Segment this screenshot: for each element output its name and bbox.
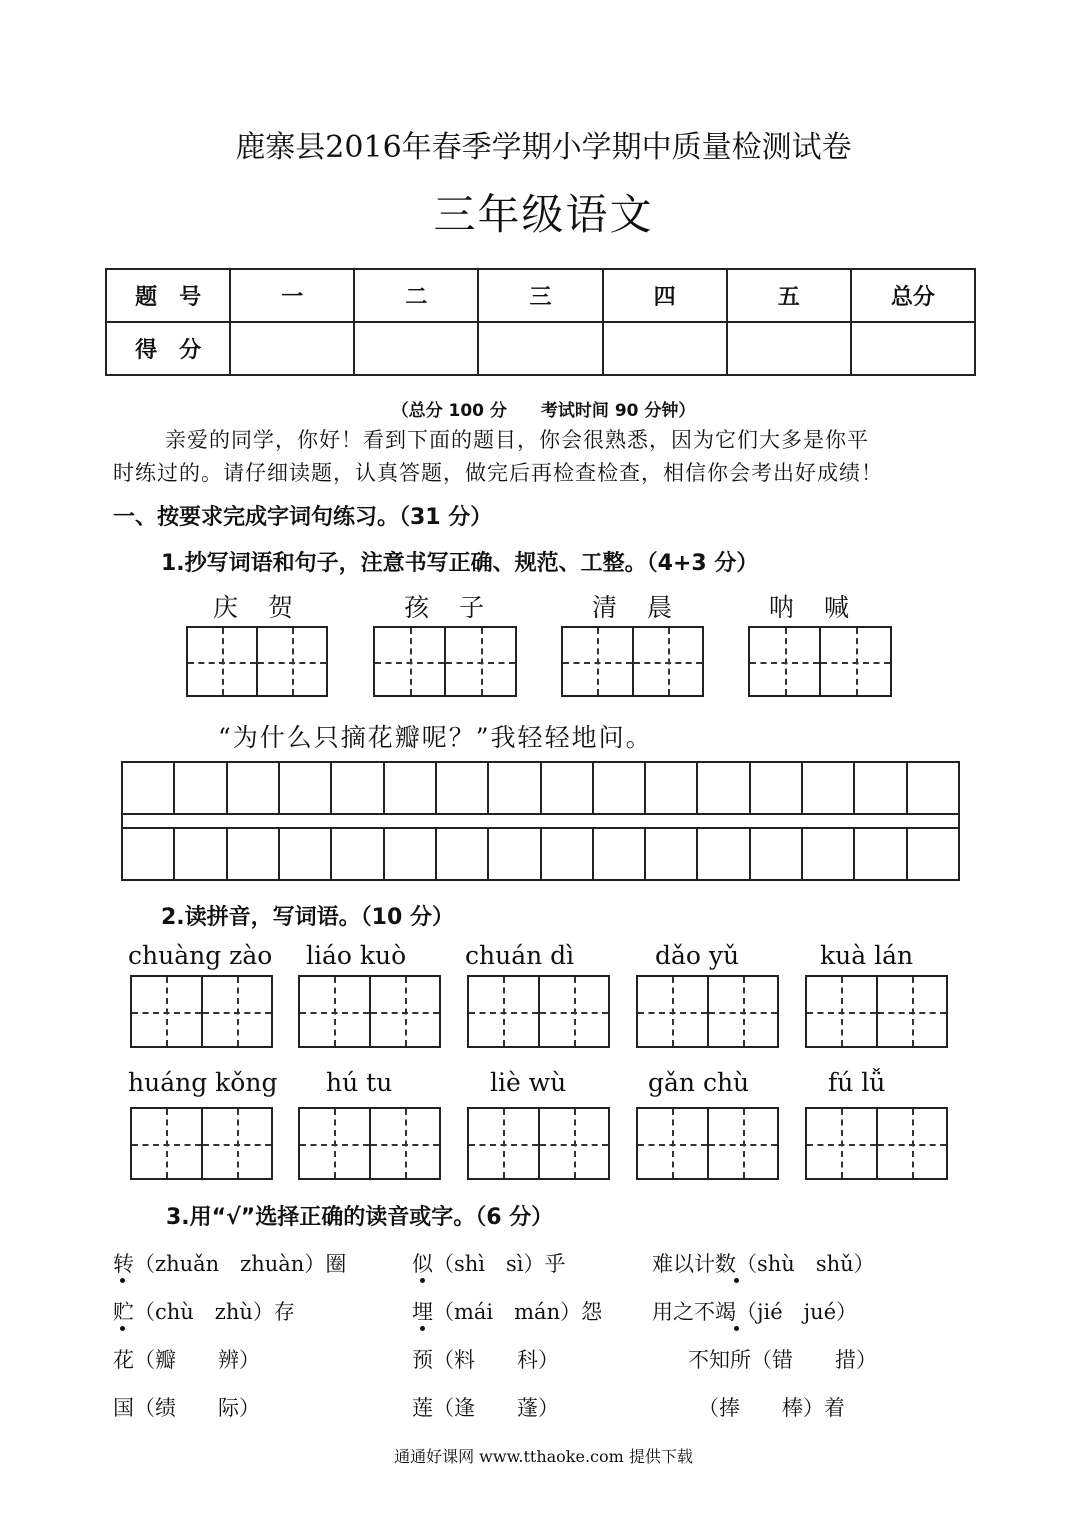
emphasis-dot [734, 1278, 739, 1283]
question-2-heading: 2.读拼音，写词语。（10 分） [161, 905, 454, 930]
choice-item[interactable]: 国（绩 际） [113, 1396, 260, 1420]
choice-item[interactable]: （捧 棒）着 [698, 1396, 845, 1420]
score-table-header-row [106, 269, 975, 322]
copy-sentence: “为什么只摘花瓣呢？”我轻轻地问。 [218, 723, 653, 752]
emphasis-dot [120, 1326, 125, 1331]
score-cell: 四 [603, 269, 727, 322]
score-input-cell[interactable] [851, 322, 975, 375]
pinyin-label: liáo kuò [306, 941, 407, 970]
emphasis-dot [120, 1278, 125, 1283]
emphasis-dot [734, 1326, 739, 1331]
writing-grid[interactable] [373, 626, 517, 697]
writing-grid[interactable] [636, 975, 779, 1048]
sentence-grid-row-1[interactable] [121, 761, 960, 815]
section-1-heading: 一、按要求完成字词句练习。（31 分） [113, 505, 493, 530]
pinyin-label: chuán dì [465, 941, 575, 970]
copy-word: 呐喊 [769, 593, 880, 622]
writing-grid[interactable] [298, 975, 441, 1048]
writing-grid[interactable] [298, 1107, 441, 1180]
pinyin-label: hú tu [326, 1068, 393, 1097]
subject-title: 三年级语文 [433, 190, 654, 239]
copy-word: 孩子 [404, 593, 515, 622]
pinyin-label: liè wù [490, 1068, 567, 1097]
choice-item[interactable]: 转（zhuǎn zhuàn）圈 [113, 1252, 347, 1276]
pinyin-label: kuà lán [820, 941, 914, 970]
writing-grid[interactable] [805, 1107, 948, 1180]
pinyin-label: dǎo yǔ [655, 941, 740, 970]
writing-grid[interactable] [467, 1107, 610, 1180]
choice-item[interactable]: 似（shì sì）乎 [412, 1252, 566, 1276]
choice-item[interactable]: 用之不竭（jié jué） [652, 1300, 858, 1324]
copy-word: 庆贺 [213, 593, 324, 622]
footer-text: 通通好课网 www.tthaoke.com 提供下载 [394, 1447, 693, 1466]
score-input-cell[interactable] [603, 322, 727, 375]
score-cell: 总分 [851, 269, 975, 322]
writing-grid[interactable] [805, 975, 948, 1048]
question-3-heading: 3.用“√”选择正确的读音或字。（6 分） [166, 1205, 554, 1230]
score-input-cell[interactable] [230, 322, 354, 375]
writing-grid[interactable] [186, 626, 328, 697]
writing-grid[interactable] [636, 1107, 779, 1180]
score-cell: 二 [354, 269, 478, 322]
exam-title: 鹿寨县2016年春季学期小学期中质量检测试卷 [235, 130, 852, 165]
score-cell: 三 [478, 269, 602, 322]
choice-item[interactable]: 预（料 科） [412, 1348, 559, 1372]
writing-grid[interactable] [561, 626, 704, 697]
score-cell: 一 [230, 269, 354, 322]
emphasis-dot [420, 1326, 425, 1331]
copy-word: 清晨 [592, 593, 703, 622]
writing-grid[interactable] [467, 975, 610, 1048]
choice-item[interactable]: 难以计数（shù shǔ） [652, 1252, 875, 1276]
score-input-cell[interactable] [354, 322, 478, 375]
score-table [105, 268, 976, 376]
pinyin-label: chuàng zào [128, 941, 273, 970]
writing-grid[interactable] [130, 1107, 273, 1180]
question-1-heading: 1.抄写词语和句子，注意书写正确、规范、工整。（4+3 分） [161, 551, 759, 576]
pinyin-label: gǎn chù [648, 1068, 750, 1097]
choice-item[interactable]: 不知所（错 措） [688, 1348, 877, 1372]
score-cell: 得 分 [106, 322, 230, 375]
pinyin-label: fú lǚ [828, 1068, 886, 1097]
intro-line-1: 亲爱的同学，你好！看到下面的题目，你会很熟悉，因为它们大多是你平 [165, 428, 869, 452]
writing-grid[interactable] [130, 975, 273, 1048]
intro-line-2: 时练过的。请仔细读题，认真答题，做完后再检查检查，相信你会考出好成绩！ [113, 461, 883, 485]
score-table-score-row [106, 322, 975, 375]
emphasis-dot [420, 1278, 425, 1283]
score-cell: 题 号 [106, 269, 230, 322]
score-input-cell[interactable] [727, 322, 851, 375]
exam-note: （总分 100 分 考试时间 90 分钟） [391, 401, 696, 421]
choice-item[interactable]: 莲（逢 蓬） [412, 1396, 559, 1420]
choice-item[interactable]: 贮（chù zhù）存 [113, 1300, 295, 1324]
choice-item[interactable]: 花（瓣 辨） [113, 1348, 260, 1372]
choice-item[interactable]: 埋（mái mán）怨 [412, 1300, 603, 1324]
score-cell: 五 [727, 269, 851, 322]
score-input-cell[interactable] [478, 322, 602, 375]
writing-grid[interactable] [748, 626, 892, 697]
sentence-grid-row-2[interactable] [121, 827, 960, 881]
pinyin-label: huáng kǒng [128, 1068, 278, 1097]
